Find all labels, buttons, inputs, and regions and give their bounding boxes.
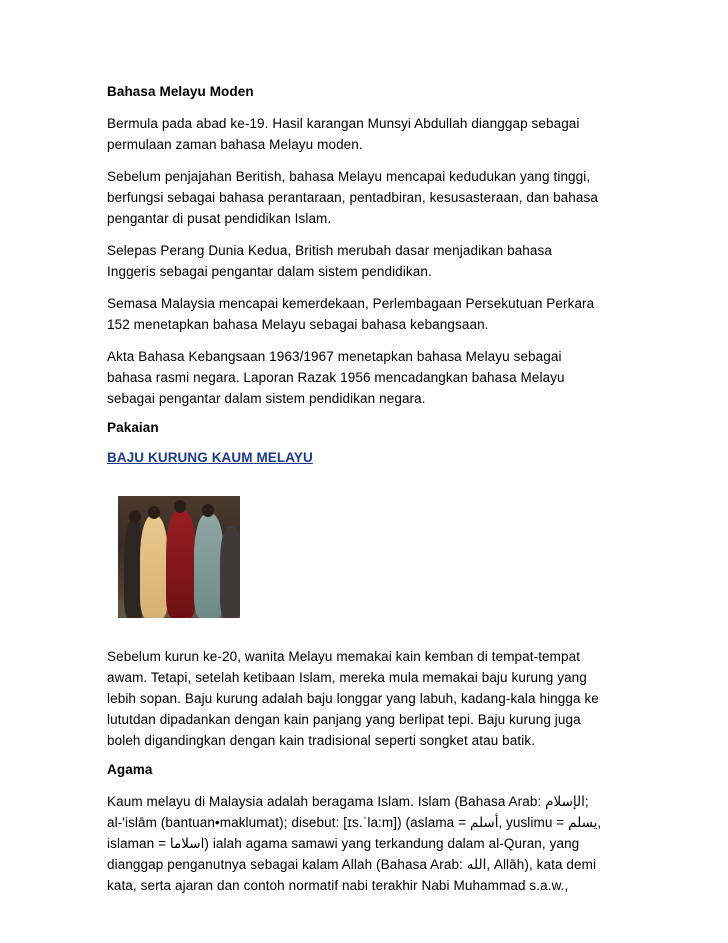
line: islaman = اسلاما) ialah agama samawi yang terkandung dalam al-Quran, yang — [107, 836, 580, 851]
line: bahasa rasmi negara. Laporan Razak 1956 mencadangkan bahasa Melayu — [107, 370, 565, 385]
link-baju-kurung[interactable]: BAJU KURUNG KAUM MELAYU — [107, 450, 313, 465]
line: sebagai pengantar dalam sistem pendidikan negara. — [107, 391, 426, 406]
heading-pakaian: Pakaian — [107, 420, 159, 435]
line: 152 menetapkan bahasa Melayu sebagai bahasa kebangsaan. — [107, 317, 489, 332]
line: Sebelum kurun ke-20, wanita Melayu memakai kain kemban di tempat-tempat — [107, 649, 581, 664]
photo-figure — [140, 516, 168, 618]
line: al-'islām (bantuan•maklumat); disebut: [ɪs.ˈla:m]) (aslama = أسلم, yuslimu = يسلم, — [107, 815, 602, 830]
paragraph-agama-islam — [107, 791, 627, 896]
line: boleh digandingkan dengan kain tradisional seperti songket atau batik. — [107, 733, 536, 748]
photo-figure — [220, 526, 240, 618]
line: lututdan dipadankan dengan kain panjang yang berlipat tepi. Baju kurung juga — [107, 712, 581, 727]
line: Bermula pada abad ke-19. Hasil karangan Munsyi Abdullah dianggap sebagai — [107, 116, 580, 131]
line: Kaum melayu di Malaysia adalah beragama Islam. Islam (Bahasa Arab: الإسلام; — [107, 794, 589, 809]
heading-bahasa-melayu-moden: Bahasa Melayu Moden — [107, 84, 254, 99]
photo-head — [174, 500, 186, 513]
paragraph-baju-kurung — [107, 646, 627, 751]
line: Akta Bahasa Kebangsaan 1963/1967 menetapkan bahasa Melayu sebagai — [107, 349, 562, 364]
photo-head — [148, 506, 160, 519]
heading-agama: Agama — [107, 762, 153, 777]
line: kata, serta ajaran dan contoh normatif nabi terakhir Nabi Muhammad s.a.w., — [107, 878, 569, 893]
line: pengantar di pusat pendidikan Islam. — [107, 211, 332, 226]
line: Selepas Perang Dunia Kedua, British merubah dasar menjadikan bahasa — [107, 243, 552, 258]
paragraph-kemerdekaan — [107, 293, 627, 335]
line: awam. Tetapi, setelah ketibaan Islam, mereka mula memakai baju kurung yang — [107, 670, 587, 685]
line: berfungsi sebagai bahasa perantaraan, pentadbiran, kesusasteraan, dan bahasa — [107, 190, 598, 205]
line: Sebelum penjajahan Beritish, bahasa Melayu mencapai kedudukan yang tinggi, — [107, 169, 591, 184]
paragraph-akta-bahasa — [107, 346, 627, 409]
line: lebih sopan. Baju kurung adalah baju longgar yang labuh, kadang-kala hingga ke — [107, 691, 599, 706]
paragraph-munsyi-abdullah — [107, 113, 627, 155]
photo-head — [129, 510, 141, 523]
line: permulaan zaman bahasa Melayu moden. — [107, 137, 363, 152]
line: Semasa Malaysia mencapai kemerdekaan, Perlembagaan Persekutuan Perkara — [107, 296, 595, 311]
paragraph-penjajahan-beritish — [107, 166, 627, 229]
document-page — [107, 84, 627, 907]
line: Inggeris sebagai pengantar dalam sistem pendidikan. — [107, 264, 432, 279]
paragraph-perang-dunia-kedua — [107, 240, 627, 282]
line: dianggap penganutnya sebagai kalam Allah (Bahasa Arab: الله, Allāh), kata demi — [107, 857, 597, 872]
photo-figure — [166, 510, 196, 618]
baju-kurung-photo — [118, 496, 240, 618]
photo-head — [202, 504, 214, 517]
